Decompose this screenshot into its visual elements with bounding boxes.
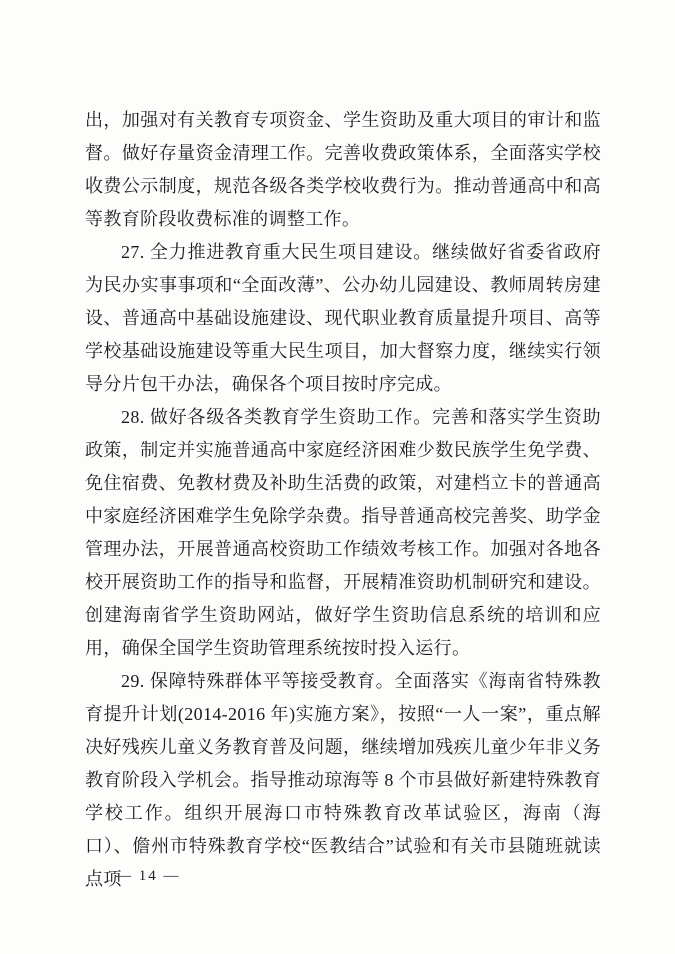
paragraph-item-28: 28. 做好各级各类教育学生资助工作。完善和落实学生资助政策，制定并实施普通高中家庭经济困难少数民族学生免学费、免住宿费、免教材费及补助生活费的政策，对建档立卡的普通高中家庭经济困难学生免除学杂费。指导普通高校完善奖、助学金管理办法，开展普通高校资助工作绩效考核工作。加强对各地各校开展资助工作的指导和监督，开展精准资助机制研究和建设。创建海南省学生资助网站，做好学生资助信息系统的培训和应用，确保全国学生资助管理系统按时投入运行。 xyxy=(85,407,601,658)
paragraph-item-29: 29. 保障特殊群体平等接受教育。全面落实《海南省特殊教育提升计划(2014-2016 年)实施方案》，按照“一人一案”，重点解决好残疾儿童义务教育普及问题，继续增加残疾儿童少年非义务教育阶段入学机会。指导推动琼海等 8 个市县做好新建特殊教育学校工作。组织开展海口市特殊教育改革试验区，海南（海口）、儋州市特殊教育学校“医教结合”试验和有关市县随班就读点项 xyxy=(85,671,601,889)
paragraph-item-27: 27. 全力推进教育重大民生项目建设。继续做好省委省政府为民办实事事项和“全面改薄”、公办幼儿园建设、教师周转房建设、普通高中基础设施建设、现代职业教育质量提升项目、高等学校基础设施建设等重大民生项目，加大督察力度，继续实行领导分片包干办法，确保各个项目按时序完成。 xyxy=(85,242,601,394)
paragraph-continuation: 出，加强对有关教育专项资金、学生资助及重大项目的审计和监督。做好存量资金清理工作。完善收费政策体系，全面落实学校收费公示制度，规范各级各类学校收费行为。推动普通高中和高等教育阶段收费标准的调整工作。 xyxy=(85,110,601,229)
document-body xyxy=(85,104,601,896)
page-number: — 14 — xyxy=(116,868,181,884)
